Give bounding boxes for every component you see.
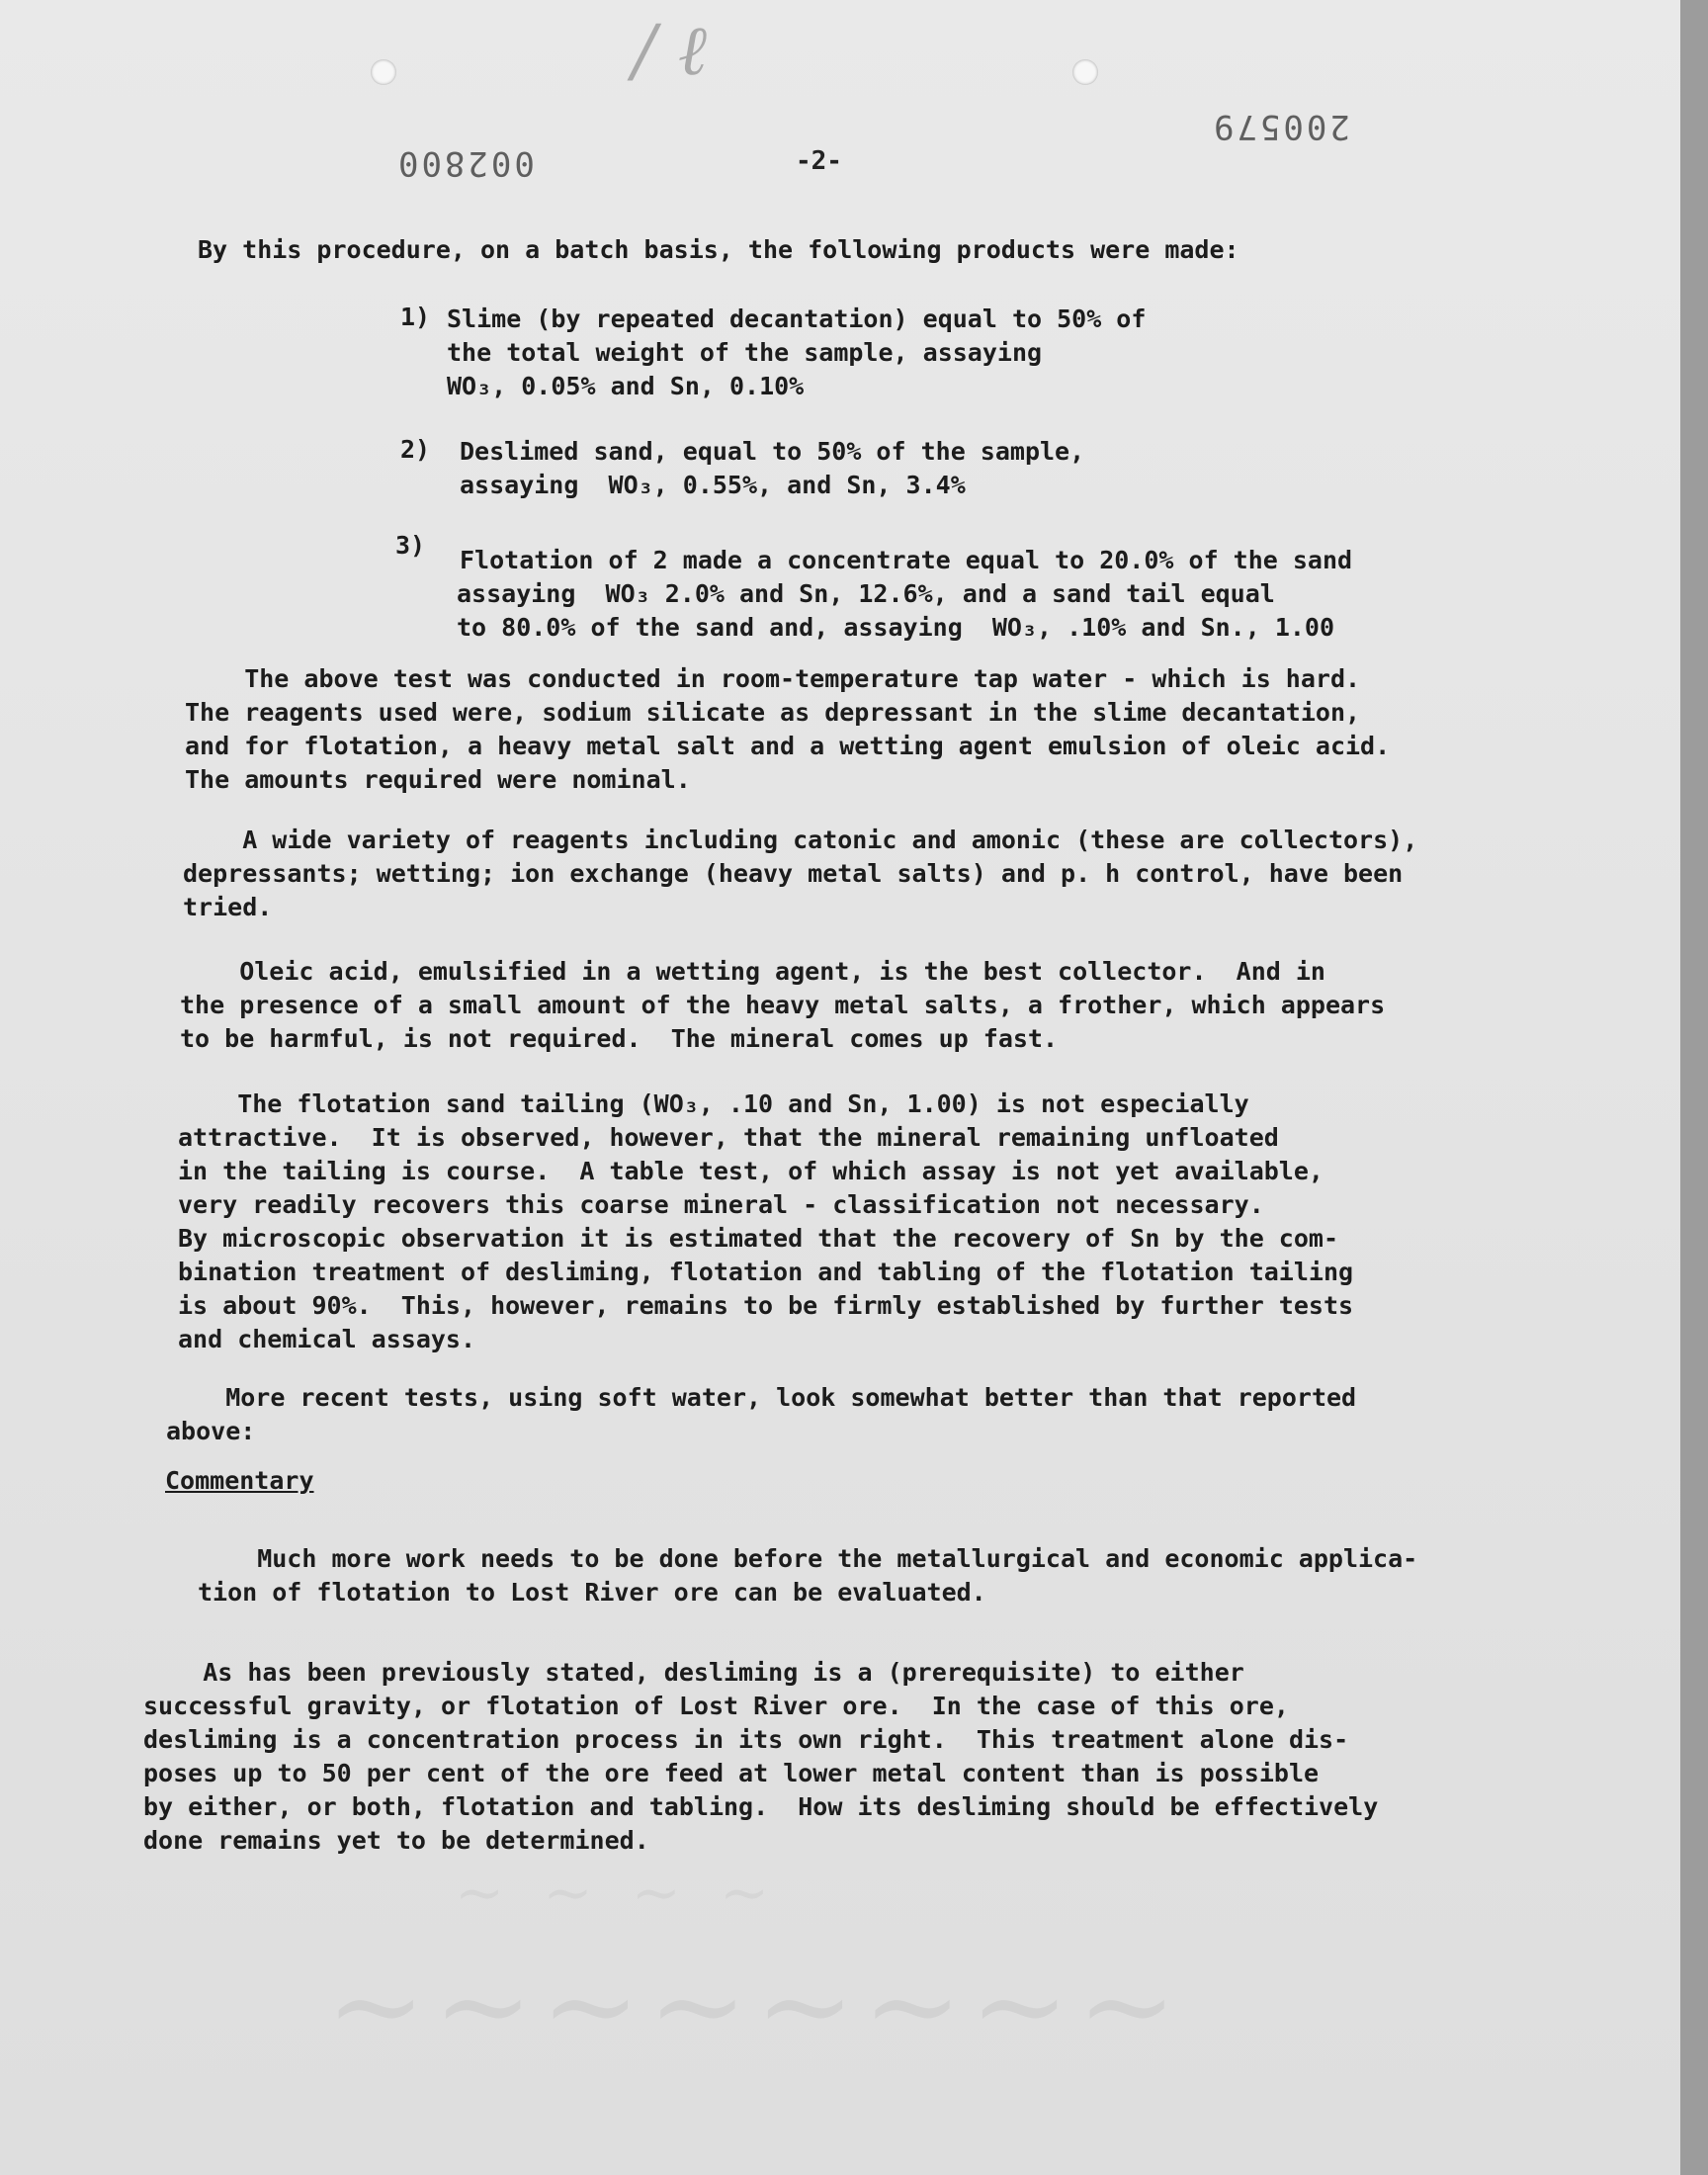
paragraph-line: the presence of a small amount of the heavy metal salts, a frother, which appears — [180, 991, 1386, 1019]
paragraph-line: The reagents used were, sodium silicate as depressant in the slime decantation, — [185, 698, 1361, 727]
commentary-line: successful gravity, or flotation of Lost River ore. In the case of this ore, — [143, 1692, 1289, 1720]
paragraph-line: More recent tests, using soft water, look somewhat better than that reported — [166, 1383, 1357, 1412]
paragraph-line: The flotation sand tailing (WO₃, .10 and Sn, 1.00) is not especially — [178, 1089, 1249, 1118]
paragraph-line: is about 90%. This, however, remains to be firmly established by further tests — [178, 1291, 1354, 1320]
item-3-line: Flotation of 2 made a concentrate equal to 20.0% of the sand — [460, 546, 1353, 574]
paragraph-line: tried. — [183, 893, 273, 921]
paragraph-line: Oleic acid, emulsified in a wetting agent, is the best collector. And in — [180, 957, 1325, 986]
paragraph-line: The amounts required were nominal. — [185, 765, 691, 794]
item-3-line: assaying WO₃ 2.0% and Sn, 12.6%, and a sand tail equal — [457, 579, 1275, 608]
item-2-line: Deslimed sand, equal to 50% of the sample, — [460, 437, 1085, 466]
commentary-line: poses up to 50 per cent of the ore feed at lower metal content than is possible — [143, 1759, 1320, 1787]
paragraph-line: in the tailing is course. A table test, of which assay is not yet available, — [178, 1157, 1324, 1185]
item-2-line: assaying WO₃, 0.55%, and Sn, 3.4% — [460, 471, 966, 499]
paragraph-line: and chemical assays. — [178, 1325, 476, 1353]
commentary-line: Much more work needs to be done before the metallurgical and economic applica- — [198, 1544, 1418, 1573]
paragraph-line: attractive. It is observed, however, that the mineral remaining unfloated — [178, 1123, 1279, 1152]
item-2-number: 2) — [400, 435, 431, 464]
page-number: -2- — [796, 146, 842, 176]
punch-hole-right — [1072, 59, 1098, 85]
item-1-line: the total weight of the sample, assaying — [447, 338, 1043, 367]
item-3-line: to 80.0% of the sand and, assaying WO₃, .10% and Sn., 1.00 — [457, 613, 1335, 642]
paragraph-line: above: — [166, 1417, 256, 1445]
commentary-line: desliming is a concentration process in its own right. This treatment alone dis- — [143, 1725, 1349, 1754]
paragraph-line: very readily recovers this coarse mineral - classification not necessary. — [178, 1190, 1264, 1219]
punch-hole-left — [371, 59, 396, 85]
item-3-number: 3) — [395, 531, 426, 560]
intro-line: By this procedure, on a batch basis, the following products were made: — [198, 235, 1239, 264]
commentary-line: by either, or both, flotation and tabling. How its desliming should be effectively — [143, 1792, 1379, 1821]
commentary-line: tion of flotation to Lost River ore can be evaluated. — [198, 1578, 986, 1607]
paragraph-line: to be harmful, is not required. The mineral comes up fast. — [180, 1024, 1059, 1053]
commentary-line: As has been previously stated, desliming is a (prerequisite) to either — [143, 1658, 1244, 1687]
item-1-line: WO₃, 0.05% and Sn, 0.10% — [447, 372, 805, 400]
item-1-number: 1) — [400, 303, 431, 331]
scanner-edge — [1680, 0, 1708, 2175]
paragraph-line: By microscopic observation it is estimated that the recovery of Sn by the com- — [178, 1224, 1338, 1253]
bleed-through-mark-small: ∼ ∼ ∼ ∼ — [455, 1859, 780, 1928]
paragraph-line: The above test was conducted in room-temperature tap water - which is hard. — [185, 664, 1361, 693]
paragraph-line: A wide variety of reagents including catonic and amonic (these are collectors), — [183, 826, 1418, 854]
commentary-line: done remains yet to be determined. — [143, 1826, 649, 1855]
stamp-number-left: 002800 — [395, 143, 535, 183]
bleed-through-mark: ∼∼∼∼∼∼∼∼ — [326, 1938, 1185, 2075]
handwritten-mark: / ℓ — [633, 10, 707, 91]
item-1-line: Slime (by repeated decantation) equal to 50% of — [447, 304, 1147, 333]
commentary-heading: Commentary — [165, 1466, 314, 1495]
paragraph-line: bination treatment of desliming, flotation and tabling of the flotation tailing — [178, 1258, 1354, 1286]
stamp-number-right: 200579 — [1211, 107, 1350, 146]
paragraph-line: depressants; wetting; ion exchange (heavy metal salts) and p. h control, have been — [183, 859, 1404, 888]
paragraph-line: and for flotation, a heavy metal salt and a wetting agent emulsion of oleic acid. — [185, 732, 1391, 760]
